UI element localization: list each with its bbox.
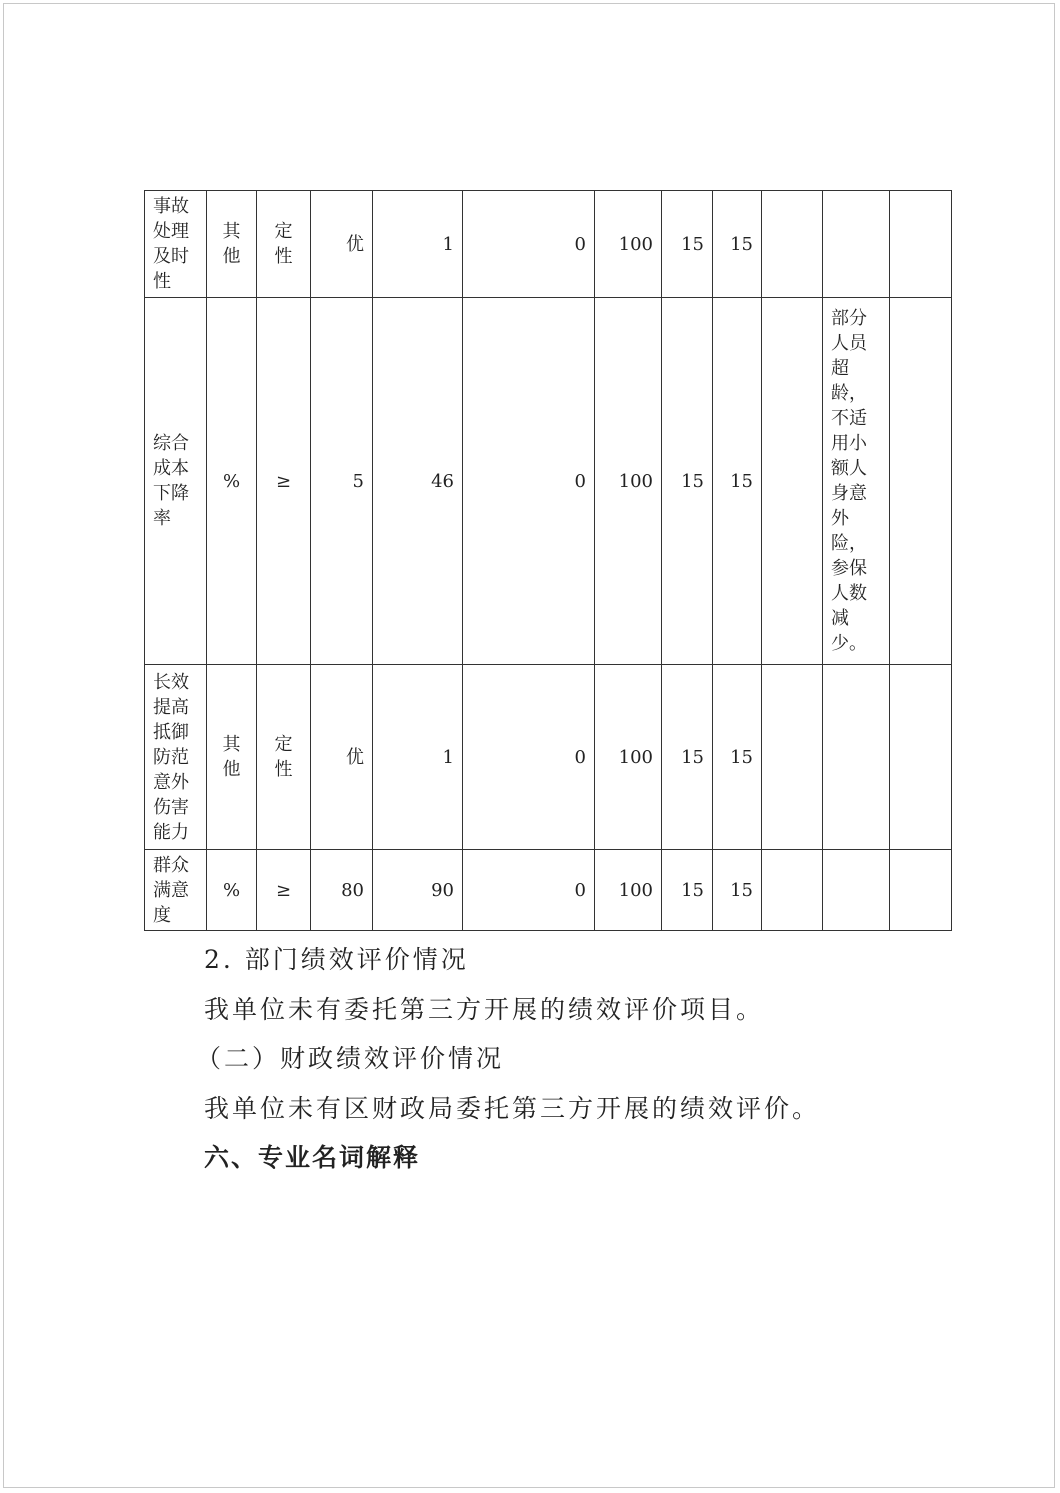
indicator-nature-cell: ≥ bbox=[257, 298, 311, 665]
weight-cell: 15 bbox=[662, 665, 713, 850]
empty-cell bbox=[890, 298, 952, 665]
dept-eval-text: 我单位未有委托第三方开展的绩效评价项目。 bbox=[204, 995, 765, 1024]
value-cell: 100 bbox=[595, 298, 662, 665]
score-cell: 15 bbox=[713, 298, 762, 665]
weight-cell: 15 bbox=[662, 191, 713, 298]
table-row bbox=[145, 191, 952, 298]
score-cell: 15 bbox=[713, 191, 762, 298]
indicator-nature-cell: ≥ bbox=[257, 850, 311, 931]
value-cell: 100 bbox=[595, 665, 662, 850]
value-cell: 0 bbox=[463, 850, 595, 931]
empty-cell bbox=[890, 665, 952, 850]
empty-cell bbox=[762, 665, 823, 850]
table-row bbox=[145, 850, 952, 931]
indicator-name-cell: 群众满意度 bbox=[145, 850, 207, 931]
empty-cell bbox=[762, 191, 823, 298]
empty-cell bbox=[762, 850, 823, 931]
indicator-name-cell: 事故处理及时性 bbox=[145, 191, 207, 298]
actual-value-cell: 46 bbox=[373, 298, 463, 665]
weight-cell: 15 bbox=[662, 298, 713, 665]
indicator-name-cell: 综合成本下降率 bbox=[145, 298, 207, 665]
actual-value-cell: 1 bbox=[373, 665, 463, 850]
target-value-cell: 80 bbox=[311, 850, 373, 931]
performance-indicator-table bbox=[144, 190, 952, 931]
indicator-type-cell: % bbox=[207, 850, 257, 931]
value-cell: 0 bbox=[463, 191, 595, 298]
note-cell bbox=[823, 665, 890, 850]
empty-cell bbox=[762, 298, 823, 665]
target-value-cell: 优 bbox=[311, 665, 373, 850]
score-cell: 15 bbox=[713, 850, 762, 931]
note-cell: 部分人员超龄，不适用小额人身意外险，参保人数减少。 bbox=[823, 298, 890, 665]
value-cell: 100 bbox=[595, 850, 662, 931]
score-cell: 15 bbox=[713, 665, 762, 850]
note-cell bbox=[823, 850, 890, 931]
actual-value-cell: 1 bbox=[373, 191, 463, 298]
finance-eval-heading: （二）财政绩效评价情况 bbox=[196, 1044, 505, 1073]
glossary-heading: 六、专业名词解释 bbox=[204, 1143, 421, 1172]
target-value-cell: 优 bbox=[311, 191, 373, 298]
indicator-type-cell: 其他 bbox=[207, 191, 257, 298]
empty-cell bbox=[890, 850, 952, 931]
value-cell: 0 bbox=[463, 298, 595, 665]
note-cell bbox=[823, 191, 890, 298]
indicator-name-cell: 长效提高抵御防范意外伤害能力 bbox=[145, 665, 207, 850]
indicator-type-cell: 其他 bbox=[207, 665, 257, 850]
indicator-nature-cell: 定性 bbox=[257, 665, 311, 850]
table-row bbox=[145, 665, 952, 850]
value-cell: 100 bbox=[595, 191, 662, 298]
weight-cell: 15 bbox=[662, 850, 713, 931]
empty-cell bbox=[890, 191, 952, 298]
indicator-nature-cell: 定性 bbox=[257, 191, 311, 298]
table-row bbox=[145, 298, 952, 665]
target-value-cell: 5 bbox=[311, 298, 373, 665]
dept-eval-heading: 2. 部门绩效评价情况 bbox=[204, 945, 469, 974]
actual-value-cell: 90 bbox=[373, 850, 463, 931]
value-cell: 0 bbox=[463, 665, 595, 850]
indicator-type-cell: % bbox=[207, 298, 257, 665]
finance-eval-text: 我单位未有区财政局委托第三方开展的绩效评价。 bbox=[204, 1094, 821, 1123]
